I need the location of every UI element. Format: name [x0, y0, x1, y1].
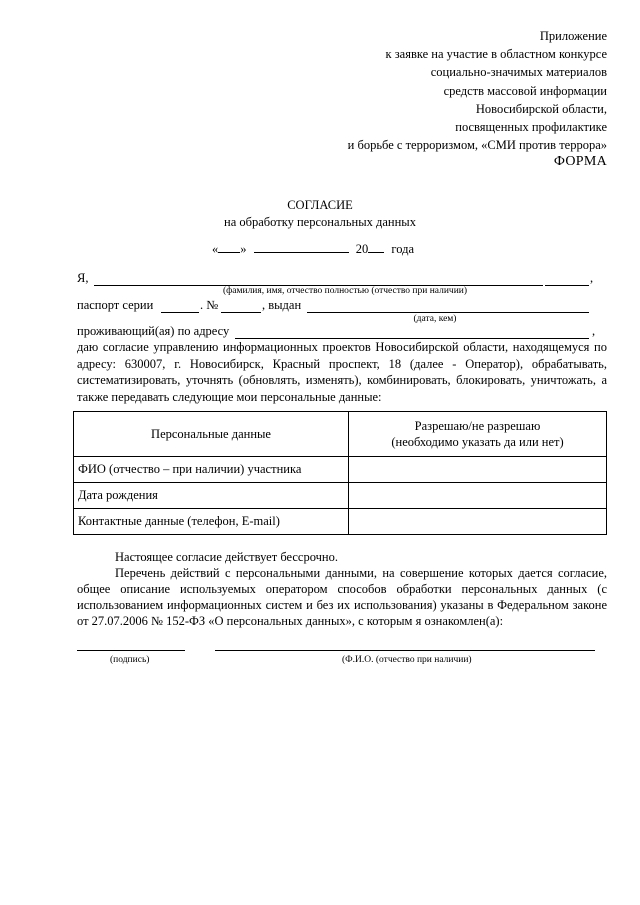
signature-line[interactable] [77, 650, 185, 651]
issued-label: , выдан [262, 298, 302, 312]
passport-number-blank[interactable] [221, 312, 261, 313]
month-blank[interactable] [254, 242, 349, 253]
closing-text [77, 549, 607, 629]
table-row [74, 509, 607, 535]
table-row [74, 457, 607, 483]
title-subheading: на обработку персональных данных [224, 215, 416, 229]
header-personal-data: Персональные данные [74, 412, 349, 457]
row-answer-cell[interactable] [349, 483, 607, 509]
year-prefix: 20 [355, 242, 369, 256]
row-label: Дата рождения [74, 483, 349, 509]
year-suffix: года [391, 242, 414, 256]
name-hint: (Ф.И.О. (отчество при наличии) [342, 655, 472, 665]
day-blank[interactable] [218, 242, 240, 253]
i-label: Я, [77, 271, 89, 285]
document-title [0, 197, 640, 231]
address-label: проживающий(ая) по адресу [77, 324, 230, 338]
fio-hint: (фамилия, имя, отчество полностью (отчество при наличии) [222, 286, 468, 296]
date-open-quote: « [212, 242, 219, 256]
appendix-line: посвященных профилактике [455, 120, 607, 135]
table-row [74, 483, 607, 509]
validity-paragraph: Настоящее согласие действует бессрочно. [115, 550, 338, 564]
header-permission-line2: (необходимо указать да или нет) [391, 435, 564, 449]
appendix-line: средств массовой информации [443, 83, 607, 98]
form-label: ФОРМА [553, 154, 607, 169]
name-line[interactable] [215, 650, 595, 651]
personal-data-table [73, 411, 607, 535]
row-answer-cell[interactable] [349, 509, 607, 535]
row-answer-cell[interactable] [349, 457, 607, 483]
appendix-line: к заявке на участие в областном конкурсе [385, 47, 607, 62]
appendix-line: Приложение [539, 29, 607, 43]
appendix-line: Новосибирской области, [475, 101, 607, 116]
table-header-row [74, 412, 607, 457]
actions-paragraph: Перечень действий с персональными данными, на совершение которых дается согласие, общее описание используемых оператором способов обработки персональных данных (с использованием информационных систем и без их использования) указаны в Федеральном законе от 27.07.2006 № 152-ФЗ «О персональных данных», с которым я ознакомлен(а): [77, 566, 607, 628]
header-permission-line1: Разрешаю/не разрешаю [414, 419, 541, 433]
appendix-header [348, 27, 607, 154]
year-blank[interactable] [368, 242, 384, 253]
passport-series-label: паспорт серии [77, 298, 154, 312]
passport-series-blank[interactable] [161, 312, 199, 313]
appendix-line: и борьбе с терроризмом, «СМИ против террора» [347, 138, 607, 153]
appendix-line: социально-значимых материалов [430, 65, 607, 80]
passport-number-label: . № [200, 298, 219, 312]
fio-blank-extra[interactable] [545, 285, 589, 286]
issued-hint: (дата, кем) [413, 314, 457, 324]
header-permission [349, 412, 607, 457]
address-end-comma: , [592, 324, 596, 338]
row-label: ФИО (отчество – при наличии) участника [74, 457, 349, 483]
date-close-quote: » [240, 242, 247, 256]
issued-blank[interactable] [307, 312, 589, 313]
date-line [212, 242, 414, 257]
consent-paragraph: даю согласие управлению информационных проектов Новосибирской области, находящемуся по адресу: 630007, г. Новосибирск, Красный проспект, 18 (далее - Оператор), обрабатывать, систематизировать, уточнять (обновлять, изменять), комбинировать, блокировать, уничтожать, а также передавать следующие мои персональные данные: [77, 340, 607, 404]
signature-hint: (подпись) [110, 655, 150, 665]
title-heading: СОГЛАСИЕ [287, 198, 353, 212]
i-end-comma: , [590, 271, 594, 285]
row-label: Контактные данные (телефон, E-mail) [74, 509, 349, 535]
